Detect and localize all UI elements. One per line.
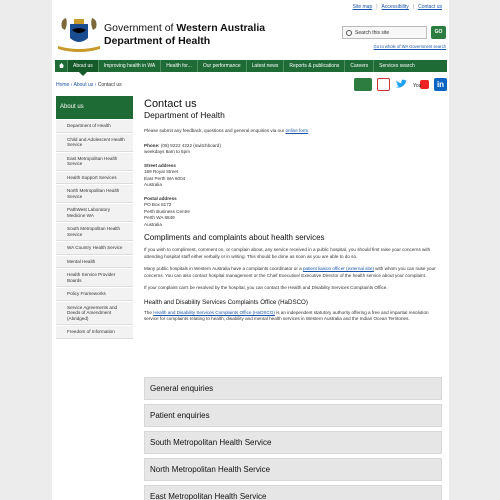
sidebar-item-wachs[interactable]: WA Country Health Service xyxy=(56,241,133,255)
sidebar-item-nmhs[interactable]: North Metropolitan Health Service xyxy=(56,184,133,203)
site-map-link[interactable]: Site map xyxy=(352,4,373,10)
nav-improving-health[interactable]: Improving health in WA xyxy=(99,60,162,72)
svg-text:You: You xyxy=(413,83,422,89)
accordion-emhs[interactable]: East Metropolitan Health Service xyxy=(144,485,442,500)
youtube-icon[interactable] xyxy=(413,78,429,91)
healthy-wa-icon[interactable] xyxy=(354,78,372,91)
intro-text: Please submit any feedback, questions and general enquiries via our online form. xyxy=(144,128,310,133)
nav-health-for[interactable]: Health for... xyxy=(161,60,198,72)
search-go-button[interactable]: GO xyxy=(431,26,446,39)
street-address: Street address 189 Royal Street East Perth WA 6004 Australia xyxy=(144,162,186,187)
accordion-smhs[interactable]: South Metropolitan Health Service xyxy=(144,431,442,454)
search-icon xyxy=(346,30,352,36)
complaints-paragraph-3: If your complaint can't be resolved by the hospital, you can contact the Health and Disability Services Complaints Office. xyxy=(144,285,388,290)
sidebar-title[interactable]: About us xyxy=(56,96,133,119)
page-container xyxy=(52,0,449,500)
brand-title: Government of Western Australia xyxy=(104,22,266,34)
patient-liaison-link[interactable]: patient liaison officer (external site) xyxy=(303,266,374,271)
sidebar-item-provider-boards[interactable]: Health Service Provider Boards xyxy=(56,268,133,287)
linkedin-icon[interactable]: in xyxy=(434,78,447,91)
pdf-icon[interactable] xyxy=(377,78,390,91)
search-input[interactable]: Search this site xyxy=(342,26,427,39)
social-icons xyxy=(354,78,447,91)
accordion-patient-enquiries[interactable]: Patient enquiries xyxy=(144,404,442,427)
wa-coat-of-arms-logo[interactable] xyxy=(56,16,102,54)
complaints-paragraph-1: If you wish to compliment, comment on, or complain about, any service received in a public hospital, you should first raise your concerns with attending hospital staff either verbally or in writing. This should be done as soon as you are able to do so. xyxy=(144,247,431,259)
complaints-heading: Compliments and complaints about health services xyxy=(144,233,325,242)
sidebar-item-cahs[interactable]: Child and Adolescent Health Service xyxy=(56,133,133,152)
brand-subtitle: Department of Health xyxy=(104,35,211,47)
utility-links: Site map | Accessibility | Contact us xyxy=(349,4,447,10)
contact-us-link[interactable]: Contact us xyxy=(418,4,442,10)
sidebar-item-pathwest[interactable]: PathWest Laboratory Medicine WA xyxy=(56,203,133,222)
sidebar-item-service-agreements[interactable]: Service Agreements and Deeds of Amendment (Abridged) xyxy=(56,301,133,326)
sidebar xyxy=(56,96,133,339)
breadcrumb-current: Contact us xyxy=(97,82,122,88)
accordion-nmhs[interactable]: North Metropolitan Health Service xyxy=(144,458,442,481)
complaints-paragraph-2: Many public hospitals in Western Australia have a complaints coordinator or a patient liaison officer (external site) with whom you can raise your concerns. You can also contact hospital management or the Chief Executive/ Executive Director of the health service about your complaint. xyxy=(144,266,436,278)
breadcrumb: Home › About us › Contact us xyxy=(56,82,122,88)
hadsco-link[interactable]: Health and Disability Services Complaints Office (HaDSCO) xyxy=(153,309,275,315)
hadsco-paragraph: The Health and Disability Services Complaints Office (HaDSCO) is an independent statutory authority offering a free and impartial resolution service for complaints relating to health, disability and mental health services in Western Australia and the Indian Ocean Territories. xyxy=(144,309,429,321)
wa-government-search-link[interactable]: Go to whole of WA Government search xyxy=(373,44,446,49)
sidebar-item-emhs[interactable]: East Metropolitan Health Service xyxy=(56,152,133,171)
phone-block: Phone: (08) 9222 4222 (switchboard) weekdays 8am to 5pm xyxy=(144,142,221,154)
online-form-link[interactable]: online form xyxy=(285,128,309,133)
page-subtitle: Department of Health xyxy=(144,110,225,120)
main-content xyxy=(144,98,444,323)
nav-latest-news[interactable]: Latest news xyxy=(247,60,285,72)
main-navigation xyxy=(55,60,447,72)
accordion-general-enquiries[interactable]: General enquiries xyxy=(144,377,442,400)
nav-services-search[interactable]: Services search xyxy=(379,63,415,69)
breadcrumb-about[interactable]: About us xyxy=(73,82,94,88)
sidebar-item-department-of-health[interactable]: Department of Health xyxy=(56,119,133,133)
sidebar-item-foi[interactable]: Freedom of Information xyxy=(56,325,133,339)
nav-reports-publications[interactable]: Reports & publications xyxy=(284,60,345,72)
postal-address: Postal address PO Box 8172 Perth Business Centre Perth WA 6849 Australia xyxy=(144,195,190,227)
accessibility-link[interactable]: Accessibility xyxy=(381,4,409,10)
nav-careers[interactable]: Careers xyxy=(345,60,374,72)
twitter-icon[interactable] xyxy=(395,78,408,91)
home-icon[interactable] xyxy=(55,60,68,72)
hadsco-heading: Health and Disability Services Complaints Office (HaDSCO) xyxy=(144,298,308,306)
page-title: Contact us xyxy=(144,98,197,110)
sidebar-item-mental-health[interactable]: Mental Health xyxy=(56,255,133,269)
breadcrumb-home[interactable]: Home xyxy=(56,82,70,88)
sidebar-item-smhs[interactable]: South Metropolitan Health Service xyxy=(56,222,133,241)
sidebar-item-hss[interactable]: Health Support Services xyxy=(56,171,133,185)
sidebar-item-policy-frameworks[interactable]: Policy Frameworks xyxy=(56,287,133,301)
nav-our-performance[interactable]: Our performance xyxy=(198,60,247,72)
nav-about-us[interactable]: About us xyxy=(68,60,99,72)
